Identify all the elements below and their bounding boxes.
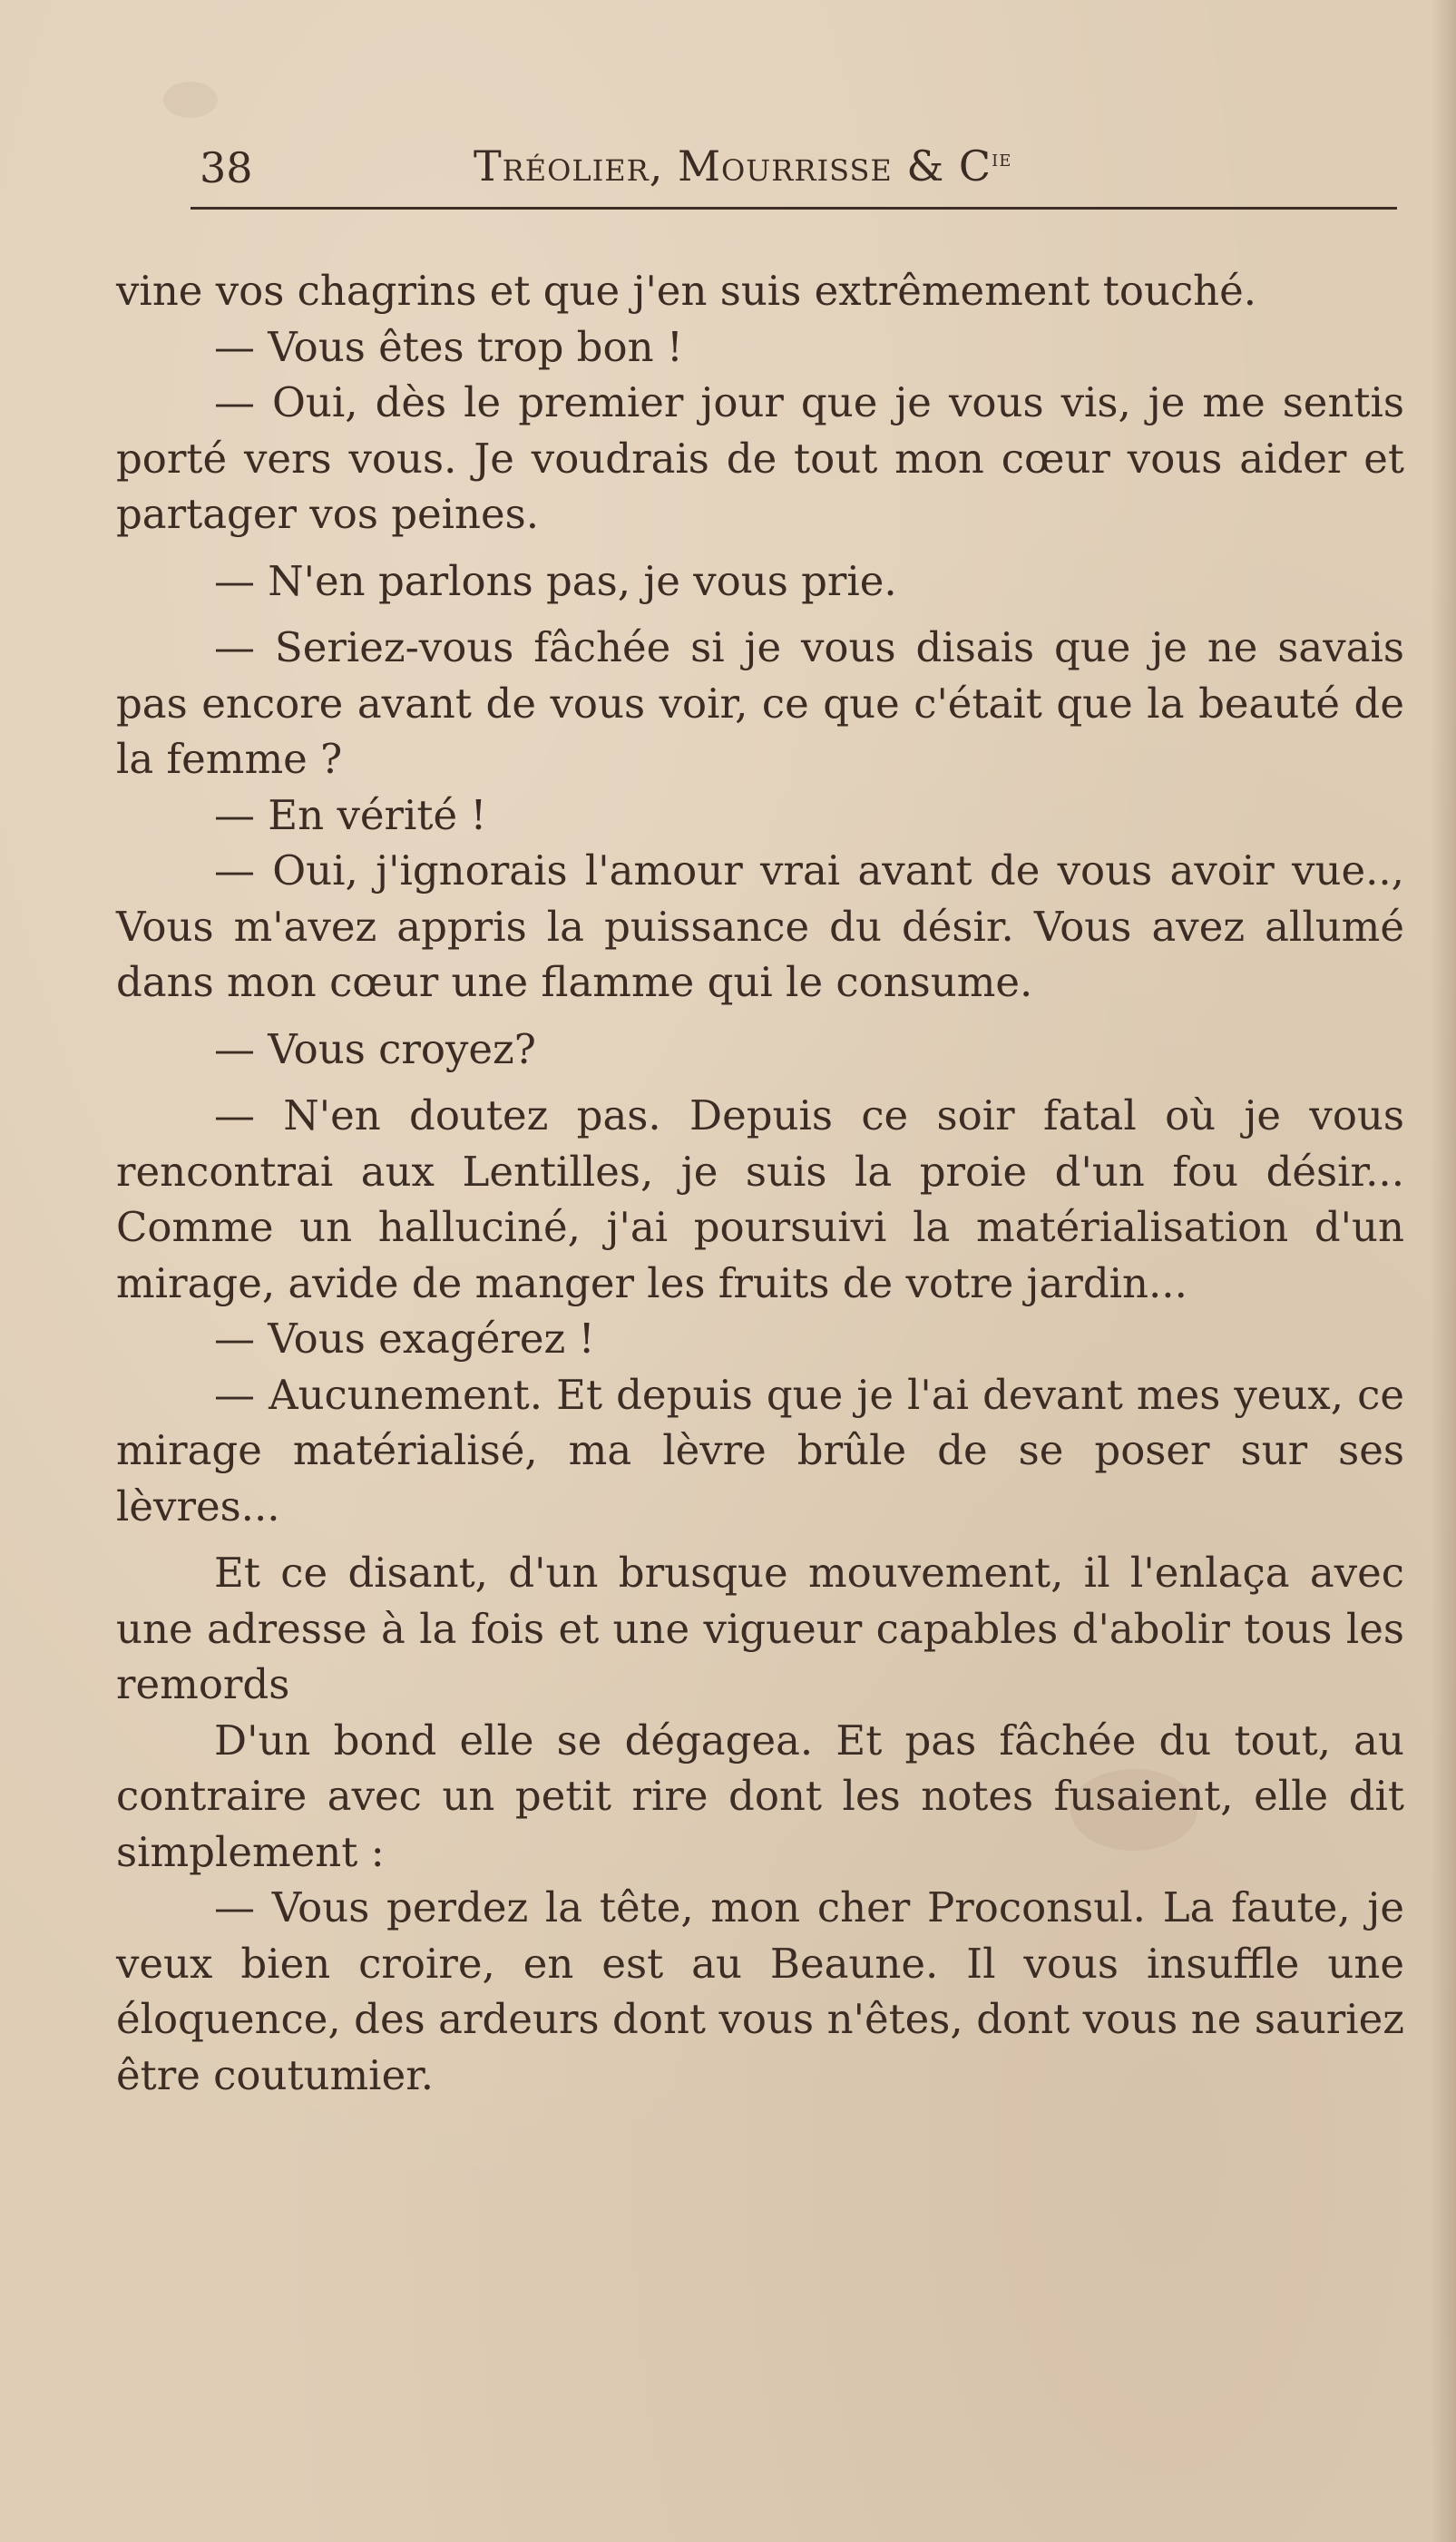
- paragraph: D'un bond elle se dégagea. Et pas fâchée du tout, au contraire avec un petit rire dont les notes fusaient, elle dit simplement :: [116, 1716, 1404, 1876]
- body-text: [116, 263, 1404, 2103]
- running-head-superscript: ie: [992, 145, 1012, 172]
- page-header: [191, 136, 1397, 209]
- paragraph: Et ce disant, d'un brusque mouvement, il l'enlaça avec une adresse à la fois et une vigueur capables d'abolir tous les remords: [116, 1549, 1404, 1708]
- paper-stain: [163, 82, 218, 118]
- paragraph: — Oui, j'ignorais l'amour vrai avant de vous avoir vue.., Vous m'avez appris la puissance du désir. Vous avez allumé dans mon cœur une flamme qui le consume.: [116, 846, 1404, 1006]
- paragraph: — Vous êtes trop bon !: [214, 322, 683, 371]
- paragraph: — Seriez-vous fâchée si je vous disais que je ne savais pas encore avant de vous voir, ce que c'était que la beauté de la femme ?: [116, 623, 1404, 783]
- paragraph: — Vous exagérez !: [214, 1315, 595, 1363]
- paragraph: — En vérité !: [214, 790, 487, 839]
- paragraph: — Aucunement. Et depuis que je l'ai devant mes yeux, ce mirage matérialisé, ma lèvre brûle de se poser sur ses lèvres...: [116, 1370, 1404, 1530]
- page-number: 38: [200, 143, 253, 192]
- paragraph: vine vos chagrins et que j'en suis extrêmement touché.: [116, 267, 1257, 315]
- page-edge-shadow: [1431, 0, 1456, 2542]
- running-head: [474, 142, 1011, 191]
- paragraph: — N'en parlons pas, je vous prie.: [214, 556, 897, 605]
- running-head-text: Tréolier, Mourrisse & C: [474, 142, 992, 191]
- paragraph: — Vous perdez la tête, mon cher Proconsul. La faute, je veux bien croire, en est au Beaune. Il vous insuffle une éloquence, des ardeurs dont vous n'êtes, dont vous ne sauriez être coutumier.: [116, 1883, 1404, 2099]
- paragraph: — Oui, dès le premier jour que je vous vis, je me sentis porté vers vous. Je voudrais de tout mon cœur vous aider et partager vos peines.: [116, 378, 1404, 538]
- paragraph: — Vous croyez?: [214, 1024, 536, 1073]
- header-rule: [191, 207, 1397, 210]
- paragraph: — N'en doutez pas. Depuis ce soir fatal où je vous rencontrai aux Lentilles, je suis la proie d'un fou désir... Comme un halluciné, j'ai poursuivi la matérialisation d'un mirage, avide de manger les fruits de votre jardin...: [116, 1091, 1404, 1307]
